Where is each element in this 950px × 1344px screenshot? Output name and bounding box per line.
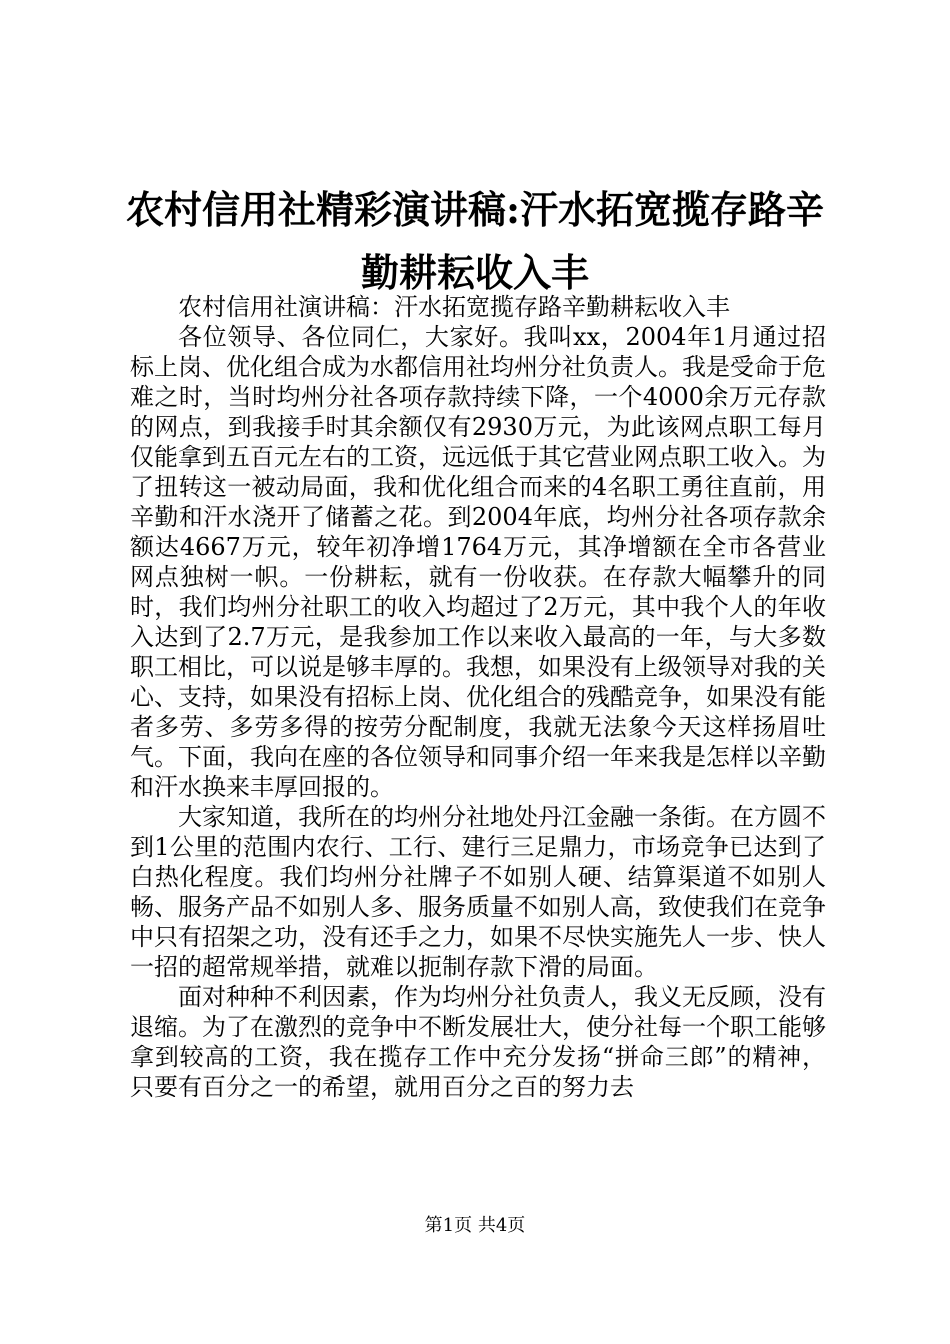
paragraph-market-situation: 大家知道，我所在的均州分社地处丹江金融一条街。在方圆不到1公里的范围内农行、工行、建行三足鼎力，市场竞争已达到了白热化程度。我们均州分社牌子不如别人硬、结算渠道不如别人畅、服务产品不如别人多、服务质量不如别人高，致使我们在竞争中只有招架之功，没有还手之力，如果不尽快实施先人一步、快人一招的超常规举措，就难以扼制存款下滑的局面。 [130,803,826,981]
document-body [130,292,826,1102]
page-number-footer: 第1页 共4页 [424,1215,526,1236]
paragraph-greeting: 各位领导、各位同仁，大家好。我叫xx，2004年1月通过招标上岗、优化组合成为水都信用社均州分社负责人。我是受命于危难之时，当时均州分社各项存款持续下降，一个4000余万元存款的网点，到我接手时其余额仅有2930万元，为此该网点职工每月仅能拿到五百元左右的工资，远远低于其它营业网点职工收入。为了扭转这一被动局面，我和优化组合而来的4名职工勇往直前，用辛勤和汗水浇开了储蓄之花。到2004年底，均州分社各项存款余额达4667万元，较年初净增1764万元，其净增额在全市各营业网点独树一帜。一份耕耘，就有一份收获。在存款大幅攀升的同时，我们均州分社职工的收入均超过了2万元，其中我个人的年收入达到了2.7万元，是我参加工作以来收入最高的一年，与大多数职工相比，可以说是够丰厚的。我想，如果没有上级领导对我的关心、支持，如果没有招标上岗、优化组合的残酷竞争，如果没有能者多劳、多劳多得的按劳分配制度，我就无法象今天这样扬眉吐气。下面，我向在座的各位领导和同事介绍一年来我是怎样以辛勤和汗水换来丰厚回报的。 [130,323,826,801]
document-title: 农村信用社精彩演讲稿:汗水拓宽揽存路辛勤耕耘收入丰 [125,187,825,295]
paragraph-response: 面对种种不利因素，作为均州分社负责人，我义无反顾，没有退缩。为了在激烈的竞争中不断发展壮大，使分社每一个职工能够拿到较高的工资，我在揽存工作中充分发扬“拼命三郎”的精神，只要有百分之一的希望，就用百分之百的努力去 [130,983,826,1101]
paragraph-subtitle: 农村信用社演讲稿：汗水拓宽揽存路辛勤耕耘收入丰 [178,293,730,321]
